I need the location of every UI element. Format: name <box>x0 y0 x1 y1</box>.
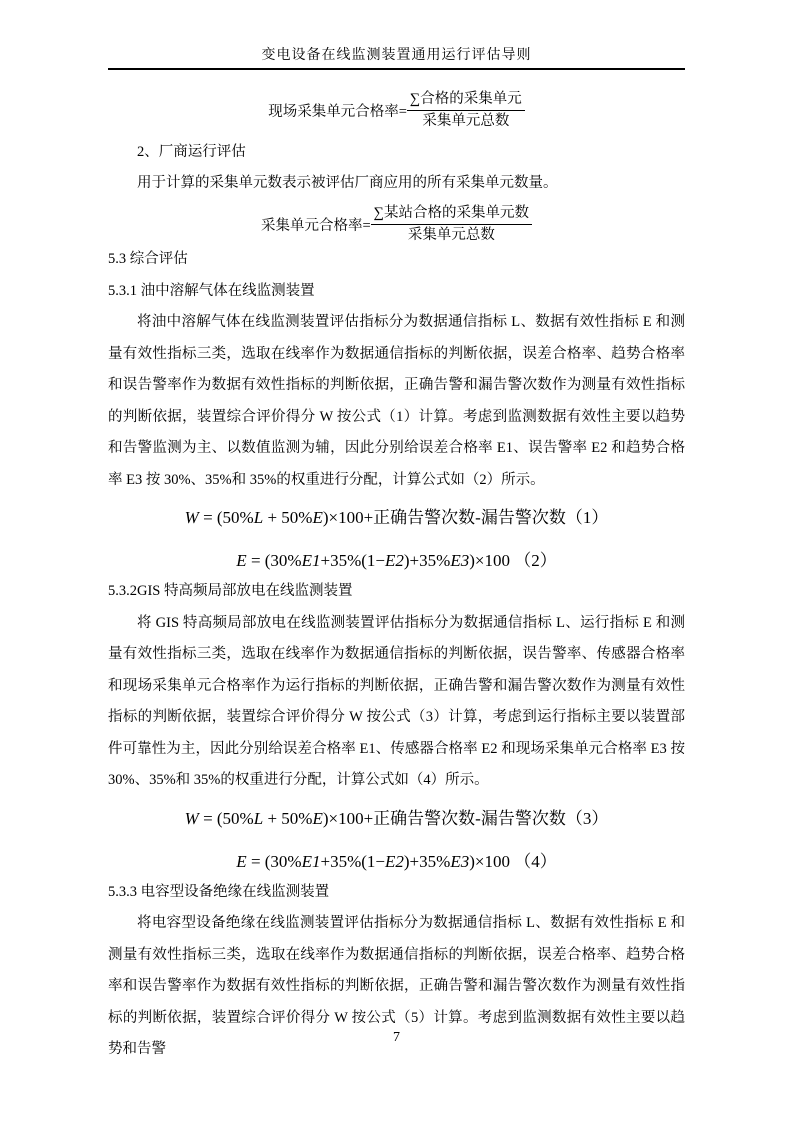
equation-3: W = (50%L + 50%E)×100+正确告警次数-漏告警次数（3） <box>184 808 609 828</box>
fraction-numerator: ∑合格的采集单元 <box>407 90 525 111</box>
formula-lhs: 采集单元合格率= <box>260 217 371 234</box>
formula-vendor-unit-pass-rate <box>108 204 685 245</box>
section-heading-5-3-2: 5.3.2GIS 特高频局部放电在线监测装置 <box>108 583 353 600</box>
section-heading-5-3-3: 5.3.3 电容型设备绝缘在线监测装置 <box>108 883 330 900</box>
equation-2: E = (30%E1+35%(1−E2)+35%E3)×100 （2） <box>236 551 557 571</box>
section-heading-5-3-1: 5.3.1 油中溶解气体在线监测装置 <box>108 282 315 299</box>
header-title: 变电设备在线监测装置通用运行评估导则 <box>261 48 532 63</box>
formula-lhs: 现场采集单元合格率= <box>268 103 407 120</box>
paragraph-5-3-1: 将油中溶解气体在线监测装置评估指标分为数据通信指标 L、数据有效性指标 E 和测量有效性指标三类，选取在线率作为数据通信指标的判断依据，误差合格率、趋势合格率和误告警率作为数据有效性指标的判断依据，正确告警和漏告警次数作为测量有效性指标的判断依据，装置综合评价得分 W 按公式（1）计算。考虑到监测数据有效性主要以趋势和告警监测为主、以数值监测为辅，因此分别给误差合格率 E1、误告警率 E2 和趋势合格率 E3 按 30%、35%和 35%的权重进行分配，计算公式如（2）所示。 <box>108 314 685 488</box>
section-heading-5-3: 5.3 综合评估 <box>108 251 188 268</box>
paragraph-5-3-3: 将电容型设备绝缘在线监测装置评估指标分为数据通信指标 L、数据有效性指标 E 和测量有效性指标三类，选取在线率作为数据通信指标的判断依据，误差合格率、趋势合格率和误告警率作为数据有效性指标的判断依据，正确告警和漏告警次数作为测量有效性指标的判断依据，装置综合评价得分 W 按公式（5）计算。考虑到监测数据有效性主要以趋势和告警 <box>108 915 685 1058</box>
fraction <box>371 204 532 245</box>
equation-1: W = (50%L + 50%E)×100+正确告警次数-漏告警次数（1） <box>184 508 609 528</box>
fraction-numerator: ∑某站合格的采集单元数 <box>371 204 532 225</box>
page-number: 7 <box>393 1030 400 1045</box>
fraction-denominator: 采集单元总数 <box>422 112 510 129</box>
fraction-denominator: 采集单元总数 <box>407 226 495 243</box>
list-heading-vendor-eval: 2、厂商运行评估 <box>137 143 246 160</box>
paragraph-5-3-2: 将 GIS 特高频局部放电在线监测装置评估指标分为数据通信指标 L、运行指标 E 和测量有效性指标三类，选取在线率作为数据通信指标的判断依据，误告警率、传感器合格率和现场采集单元合格率作为运行指标的判断依据，正确告警和漏告警次数作为测量有效性指标的判断依据，装置综合评价得分 W 按公式（3）计算，考虑到运行指标主要以装置部件可靠性为主，因此分别给误差合格率 E1、传感器合格率 E2 和现场采集单元合格率 E3 按 30%、35%和 35%的权重进行分配，计算公式如（4）所示。 <box>108 614 685 789</box>
formula-field-unit-pass-rate <box>108 90 685 131</box>
equation-4: E = (30%E1+35%(1−E2)+35%E3)×100 （4） <box>236 851 557 871</box>
paragraph-vendor-eval: 用于计算的采集单元数表示被评估厂商应用的所有采集单元数量。 <box>137 175 558 192</box>
page-header <box>108 48 685 70</box>
fraction <box>407 90 525 131</box>
